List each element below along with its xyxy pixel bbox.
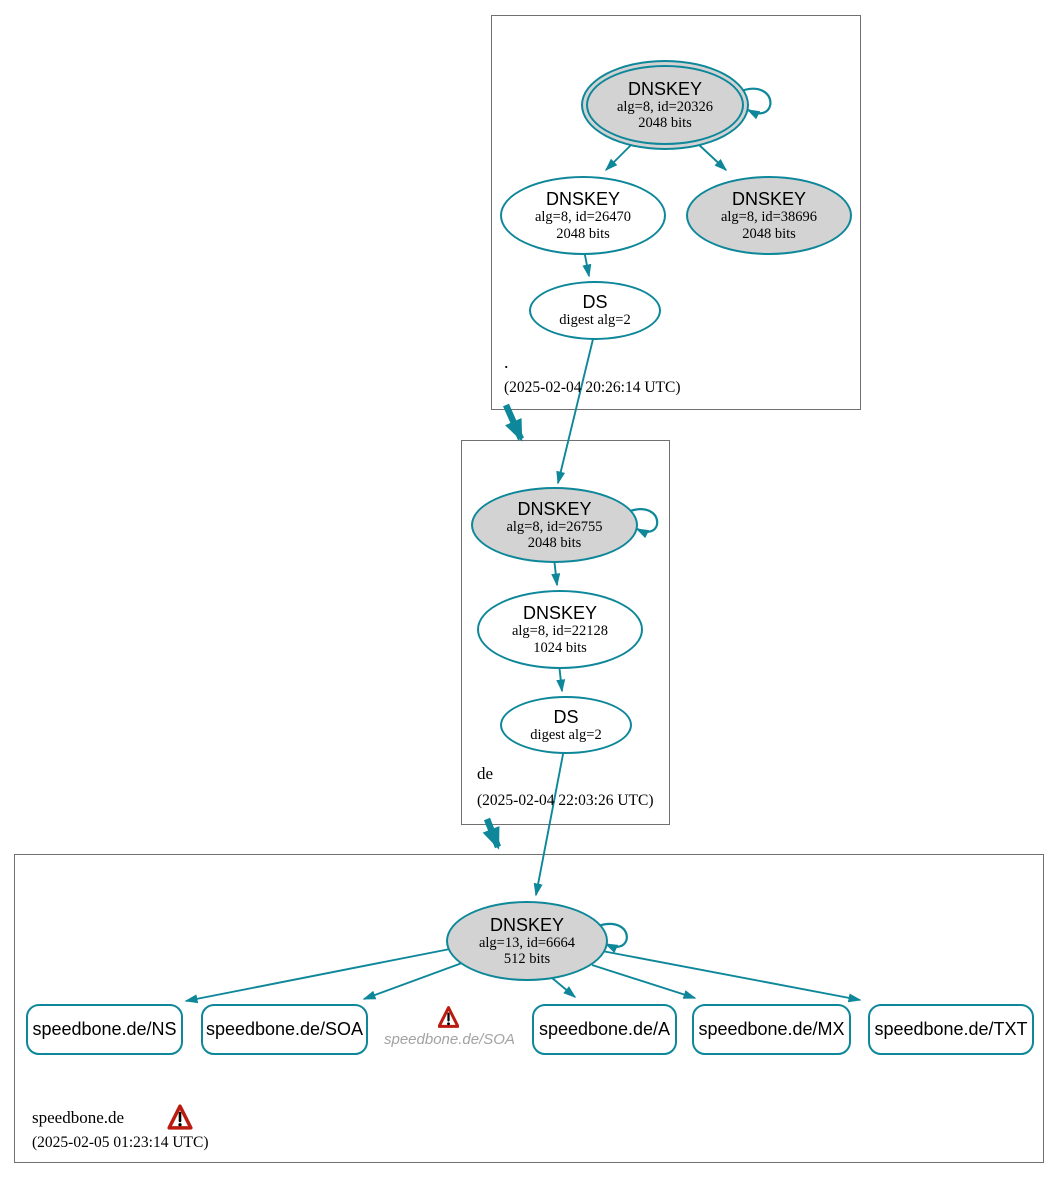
node-title: DNSKEY xyxy=(489,914,565,935)
node-de-ds[interactable] xyxy=(500,696,632,754)
node-bits: 1024 bits xyxy=(533,639,587,656)
edge-delegation-root-to-de xyxy=(506,405,521,439)
node-title: DNSKEY xyxy=(545,189,621,210)
node-title: DNSKEY xyxy=(731,189,807,210)
node-title: DNSKEY xyxy=(517,498,592,519)
edge-root-ksk-to-key38696 xyxy=(697,143,726,170)
zone-label-root: . xyxy=(504,352,509,372)
rrset-speedbone-soa[interactable] xyxy=(201,1004,368,1055)
rrset-warning-soa-label: speedbone.de/SOA xyxy=(384,1031,515,1048)
node-title: DNSKEY xyxy=(522,603,598,624)
node-detail: alg=8, id=38696 xyxy=(720,209,818,226)
rrset-speedbone-mx[interactable] xyxy=(692,1004,851,1055)
node-de-ksk-dnskey[interactable] xyxy=(471,487,638,563)
edge-dnskey-to-mx xyxy=(592,965,695,998)
node-detail: digest alg=2 xyxy=(530,726,602,743)
warning-icon xyxy=(167,1104,193,1130)
node-detail: alg=8, id=26470 xyxy=(534,209,632,226)
edge-dnskey-to-ns xyxy=(186,949,450,1001)
rrset-speedbone-ns[interactable] xyxy=(26,1004,183,1055)
node-root-dnskey-38696[interactable] xyxy=(686,176,852,255)
rrset-speedbone-txt[interactable] xyxy=(868,1004,1034,1055)
node-title: DNSKEY xyxy=(627,78,703,99)
rrset-label: speedbone.de/MX xyxy=(698,1019,845,1039)
node-detail: alg=8, id=26755 xyxy=(506,518,603,535)
edge-dnskey-to-txt xyxy=(602,951,860,1000)
zone-label-de: de xyxy=(477,764,494,783)
rrset-label: speedbone.de/NS xyxy=(32,1019,177,1039)
edge-root-ksk-to-zsk xyxy=(606,143,633,170)
zone-timestamp-de: (2025-02-04 22:03:26 UTC) xyxy=(477,792,654,809)
rrset-label: speedbone.de/A xyxy=(538,1019,671,1039)
zone-label-speedbone: speedbone.de xyxy=(32,1108,125,1127)
edge-de-ds-to-speedbone-dnskey xyxy=(536,749,564,895)
node-de-zsk-dnskey[interactable] xyxy=(477,590,643,669)
node-detail: alg=8, id=22128 xyxy=(511,623,609,640)
zone-timestamp-speedbone: (2025-02-05 01:23:14 UTC) xyxy=(32,1134,209,1151)
rrset-label: speedbone.de/TXT xyxy=(874,1019,1028,1039)
edge-dnskey-to-soa xyxy=(364,963,462,999)
node-title: DS xyxy=(582,292,608,313)
node-detail: alg=8, id=20326 xyxy=(616,98,714,115)
rrset-label: speedbone.de/SOA xyxy=(205,1019,364,1039)
warning-icon xyxy=(438,1005,459,1029)
node-detail: digest alg=2 xyxy=(559,312,631,329)
node-speedbone-dnskey[interactable] xyxy=(446,901,608,981)
node-bits: 512 bits xyxy=(503,951,551,968)
node-bits: 2048 bits xyxy=(638,115,692,132)
rrset-speedbone-a[interactable] xyxy=(532,1004,677,1055)
node-root-ksk-dnskey[interactable] xyxy=(581,60,749,150)
zone-timestamp-root: (2025-02-04 20:26:14 UTC) xyxy=(504,379,681,396)
edge-root-ds-to-de-ksk xyxy=(558,335,594,483)
node-root-zsk-dnskey[interactable] xyxy=(500,176,666,255)
node-title: DS xyxy=(553,706,579,727)
edge-delegation-de-to-speedbone xyxy=(487,819,498,847)
node-bits: 2048 bits xyxy=(527,535,582,552)
node-bits: 2048 bits xyxy=(742,225,796,242)
node-detail: alg=13, id=6664 xyxy=(478,934,576,951)
node-root-ds[interactable] xyxy=(529,281,661,340)
node-bits: 2048 bits xyxy=(556,225,610,242)
